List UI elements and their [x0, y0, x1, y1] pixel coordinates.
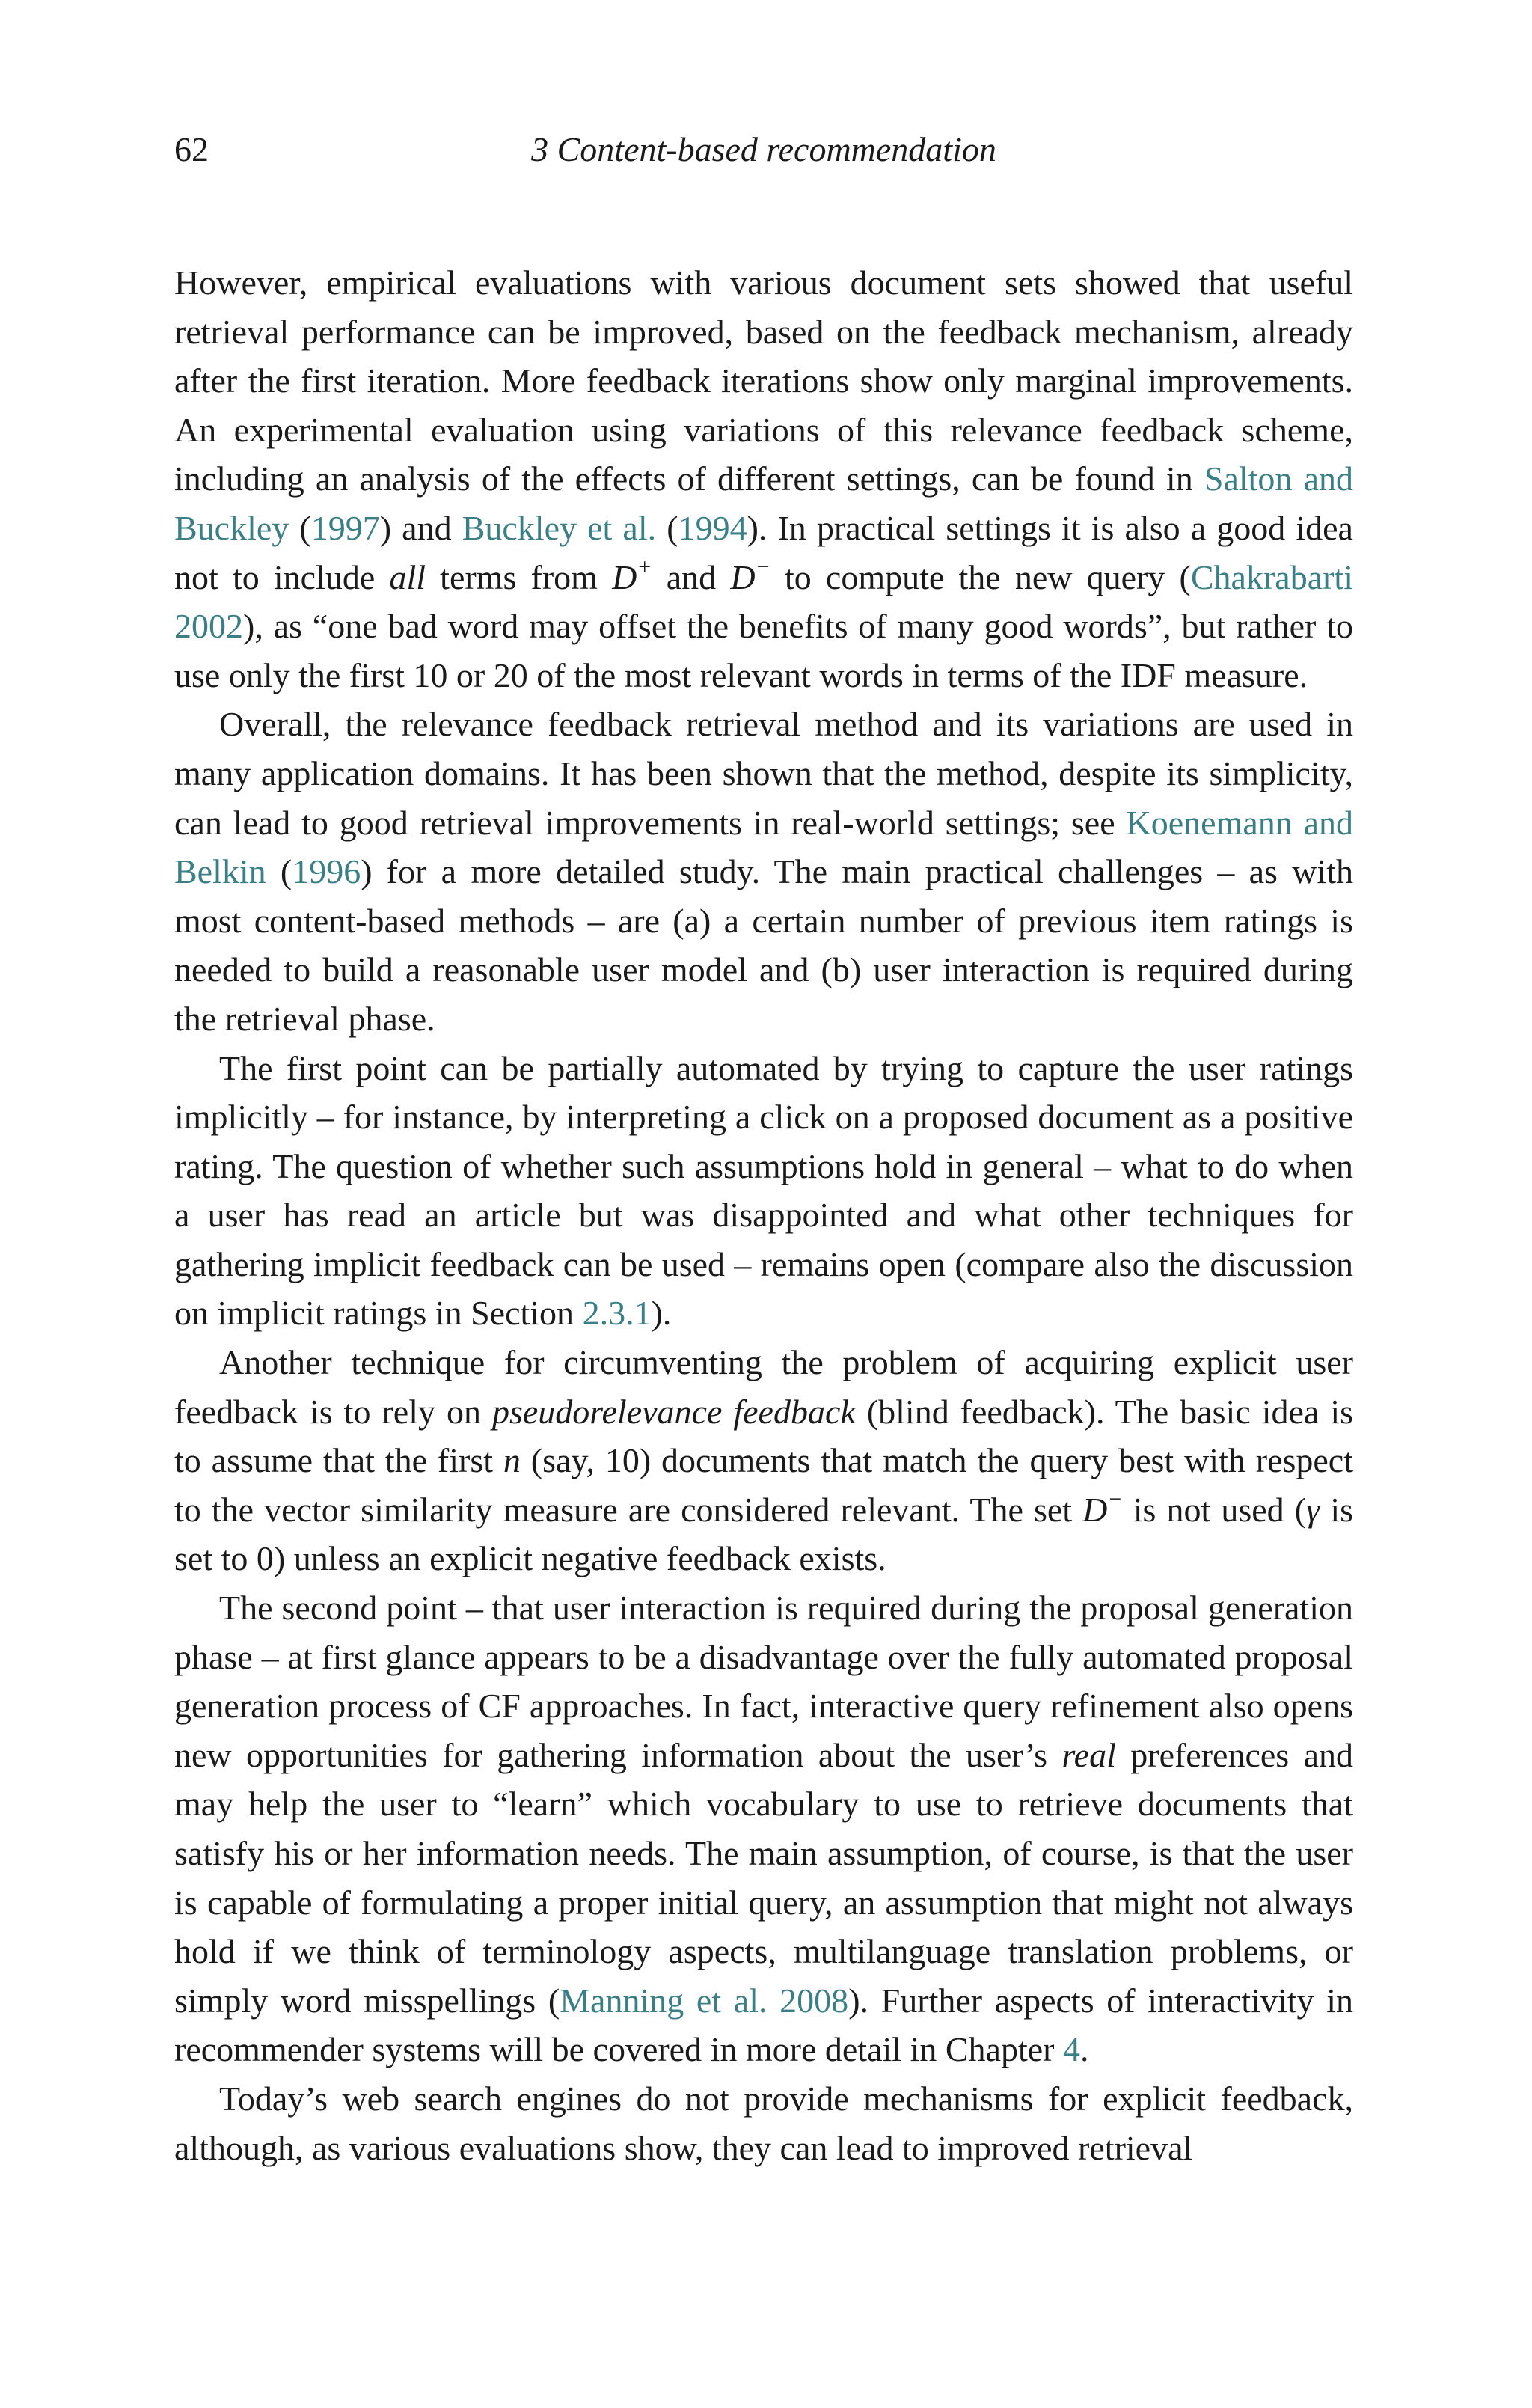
paragraph-6: Today’s web search engines do not provide mechanisms for explicit feedback, although, as various evaluations show, they can lead to improved retrieval: [174, 2079, 1353, 2167]
math-d-minus: D−: [1082, 1486, 1123, 1529]
citation-year-1996[interactable]: 1996: [292, 852, 361, 891]
citation-year-1997[interactable]: 1997: [310, 508, 380, 547]
page-number: 62: [174, 130, 209, 168]
citation-buckley-et-al[interactable]: Buckley et al.: [462, 508, 657, 547]
math-gamma: γ: [1306, 1490, 1320, 1529]
citation-manning-et-al-2008[interactable]: Manning et al. 2008: [560, 1981, 849, 2020]
emphasis-all: all: [389, 557, 426, 596]
paragraph-4: Another technique for circumventing the problem of acquiring explicit user feedback is to rely on pseudorelevance feedback (blind feedback). The basic idea is to assume that the first n (say, 10) documents that match the query best with respect to the vector similarity measure are considered relevant. The set D− is not used (γ is set to 0) unless an explicit negative feedback exists.: [174, 1343, 1354, 1578]
paragraph-2: Overall, the relevance feedback retrieval method and its variations are used in many application domains. It has been shown that the method, despite its simplicity, can lead to good retrieval improvements in real-world settings; see Koenemann and Belkin (1996) for a more detailed study. The main practical challenges – as with most content-based methods – are (a) a certain number of previous item ratings is needed to build a reasonable user model and (b) user interaction is required during the retrieval phase.: [174, 705, 1353, 1038]
paragraph-3: The first point can be partially automated by trying to capture the user ratings implicitly – for instance, by interpreting a click on a proposed document as a positive rating. The question of whether such assumptions hold in general – what to do when a user has read an article but was disappointed and what other techniques for gathering implicit feedback can be used – remains open (compare also the discussion on implicit ratings in Section 2.3.1).: [174, 1048, 1353, 1333]
section-link-2-3-1[interactable]: 2.3.1: [582, 1294, 652, 1333]
citation-chakrabarti-2002[interactable]: Chakrabarti 2002: [174, 557, 1353, 646]
citation-koenemann-belkin[interactable]: Koenemann and Belkin: [174, 803, 1353, 891]
emphasis-real: real: [1061, 1735, 1116, 1774]
citation-year-1994[interactable]: 1994: [678, 508, 747, 547]
chapter-link-4[interactable]: 4: [1062, 2030, 1080, 2069]
math-n: n: [503, 1441, 521, 1480]
body-text: [174, 258, 1353, 2172]
paragraph-1: However, empirical evaluations with various document sets showed that useful retrieval performance can be improved, based on the feedback mechanism, already after the first iteration. More feedback iterations show only marginal improvements. An experimental evaluation using variations of this relevance feedback scheme, including an analysis of the effects of different settings, can be found in Salton and Buckley (1997) and Buckley et al. (1994). In practical settings it is also a good idea not to include all terms from D+ and D− to compute the new query (Chakrabarti 2002), as “one bad word may offset the benefits of many good words”, but rather to use only the first 10 or 20 of the most relevant words in terms of the IDF measure.: [174, 263, 1354, 694]
citation-salton-buckley[interactable]: Salton and Buckley: [174, 459, 1354, 547]
emphasis-pseudorelevance-feedback: pseudorelevance feedback: [491, 1392, 856, 1431]
paragraph-5: The second point – that user interaction is required during the proposal generation phase – at first glance appears to be a disadvantage over the fully automated proposal generation process of CF approaches. In fact, interactive query refinement also opens new opportunities for gathering information about the user’s real preferences and may help the user to “learn” which vocabulary to use to retrieve documents that satisfy his or her information needs. The main assumption, of course, is that the user is capable of formulating a proper initial query, an assumption that might not always hold if we think of terminology aspects, multilanguage translation problems, or simply word misspellings (Manning et al. 2008). Further aspects of interactivity in recommender systems will be covered in more detail in Chapter 4.: [174, 1589, 1353, 2069]
running-head: 3 Content-based recommendation: [531, 130, 996, 168]
math-d-minus: D−: [730, 554, 770, 596]
math-d-plus: D+: [612, 554, 652, 596]
page-header: [174, 127, 1353, 172]
